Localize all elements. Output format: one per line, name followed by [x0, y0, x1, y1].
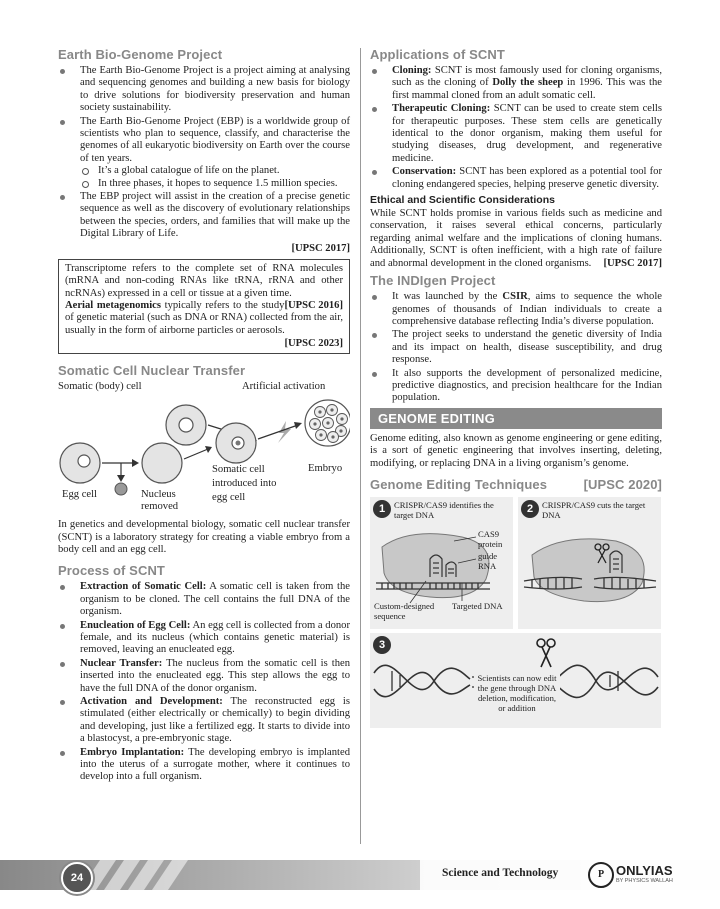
list-item	[370, 65, 662, 102]
list-item: The EBP project will assist in the creation of a precise genetic sequence as well as the discovery of evolutionary relationships between the species, orders, and families that will make up the Digital Library of Life.	[58, 191, 350, 241]
item-text: The reconstructed egg is stimulated (either electrically or chemically) to begin dividing and developing, just like a fertilized egg. It starts to divide into a blastocyst, a pre-embryonic stage.	[80, 696, 350, 745]
panel-3	[370, 633, 661, 728]
list-item: In three phases, it hopes to sequence 1.5 million species.	[80, 178, 350, 190]
arrow-icon	[294, 422, 302, 429]
item-term: Conservation:	[392, 166, 457, 178]
item-text: It was launched by the	[392, 291, 503, 303]
item-text: SCNT is most famously used for cloning organisms, such as the cloning of	[392, 65, 662, 89]
item-term: Enucleation of Egg Cell:	[80, 619, 191, 631]
scissors-icon	[537, 639, 555, 667]
activation-label: Artificial activation	[242, 381, 326, 393]
egg-cell-label: Egg cell	[62, 489, 98, 501]
apps-heading: Applications of SCNT	[370, 47, 505, 62]
ethics-body: While SCNT holds promise in various fields such as medicine and conservation, it raises several ethical concerns, particularly regarding animal welfare and the implications of cloning humans. Additionally, SCNT is often inefficient, with a high rate of failure and abnormal development in the cloned organisms.	[370, 208, 662, 269]
genome-editing-banner: GENOME EDITING	[370, 408, 662, 429]
indigen-list	[370, 291, 662, 405]
ebp-list	[58, 65, 350, 241]
guide-rna-label: guide RNA	[478, 550, 498, 571]
embryo-label: Embryo	[308, 463, 343, 475]
process-list	[58, 581, 350, 784]
scnt-paragraph: In genetics and developmental biology, somatic cell nuclear transfer (SCNT) is a laboratory strategy for creating a viable embryo from a body cell and an egg cell.	[58, 519, 350, 555]
list-item	[58, 116, 350, 190]
item-text: A somatic cell is taken from the organism to be cloned. The cell contains the full DNA of the organism.	[80, 581, 350, 618]
genome-editing-figure	[370, 497, 662, 728]
list-item	[58, 620, 350, 657]
step-number-badge: 1	[373, 500, 391, 518]
targeted-dna-label: Targeted DNA	[452, 600, 503, 611]
custom-sequence-label: Custom-designed sequence	[374, 600, 435, 621]
panel-2	[518, 497, 661, 629]
apps-list	[370, 65, 662, 191]
somatic-nucleus-icon	[179, 418, 193, 432]
list-item	[370, 103, 662, 165]
footer-title: Science and Technology	[442, 867, 559, 879]
list-item: It’s a global catalogue of life on the planet.	[80, 165, 350, 177]
info-box	[58, 259, 350, 354]
item-text: The developing embryo is implanted into the uterus of a surrogate mother, where it continues to develop into a full organism.	[80, 746, 350, 783]
list-item	[58, 747, 350, 784]
upsc-tag: [UPSC 2017]	[291, 242, 350, 254]
enucleated-egg-icon	[142, 443, 182, 483]
item-text: in 1996. This was the first mammal cloned from an adult somatic cell.	[392, 77, 662, 101]
list-item	[370, 166, 662, 191]
item-term: Extraction of Somatic Cell:	[80, 581, 207, 593]
item-term: Embryo Implantation:	[80, 746, 185, 758]
cas9-label: CAS9 protein	[478, 528, 503, 549]
list-item	[58, 658, 350, 695]
techniques-title: Genome Editing Techniques	[370, 476, 548, 492]
metagenomics-body: typically refers to the study of genetic material (such as DNA or RNA) collected from the air, usually in the form of airborne particles or aerosols.	[65, 299, 343, 336]
ebp-sublist	[80, 165, 350, 190]
scnt-diagram	[58, 381, 350, 513]
list-item: The project seeks to understand the genetic diversity of India and its impact on health, disease susceptibility, and drug response.	[370, 329, 662, 366]
ethics-heading: Ethical and Scientific Considerations	[370, 194, 555, 207]
panel-1	[370, 497, 513, 629]
ebp-heading: Earth Bio-Genome Project	[58, 47, 223, 62]
list-item	[58, 581, 350, 618]
egg-nucleus-icon	[78, 455, 90, 467]
logo-icon: P	[588, 862, 614, 888]
metagenomics-term: Aerial metagenomics	[65, 299, 161, 311]
nucleus-removed-label: Nucleus removed	[141, 489, 179, 513]
step-number-badge: 3	[373, 636, 391, 654]
item-term: Activation and Development:	[80, 696, 223, 707]
transcriptome-body: Transcriptome refers to the complete set of RNA molecules (mRNA and non-coding RNAs like tRNA, rRNA and other ncRNAs) expressed in a cell or tissue at a given time.	[65, 262, 343, 299]
step-number-badge: 2	[521, 500, 539, 518]
page-number: 24	[61, 862, 93, 894]
item-term: Dolly the sheep	[492, 77, 564, 89]
list-item	[58, 696, 350, 746]
arrow-icon	[132, 459, 139, 467]
list-item	[370, 291, 662, 328]
item-term: Nuclear Transfer:	[80, 657, 163, 669]
item-text: An egg cell is collected from a donor female, and its nucleus (which contains genetic material) is removed, leaving an enucleated egg.	[80, 619, 350, 656]
item-term: Cloning:	[392, 65, 432, 76]
ebp-b2-text: The Earth Bio-Genome Project (EBP) is a worldwide group of scientists who plan to sequence, classify, and characterise the genomes of all eukaryotic biodiversity on Earth over the course of ten years.	[80, 115, 350, 164]
upsc-tag: [UPSC 2017]	[603, 257, 662, 269]
scnt-diagram-graphic	[58, 381, 350, 513]
item-term: CSIR	[502, 291, 528, 303]
scnt-heading: Somatic Cell Nuclear Transfer	[58, 363, 246, 379]
item-text: The nucleus from the somatic cell is then inserted into the enucleated egg. This step allows the egg to have the full DNA of the donor organism.	[80, 657, 350, 694]
ethics-paragraph	[370, 208, 662, 270]
left-column	[58, 46, 350, 785]
logo-subtitle: BY PHYSICS WALLAH	[616, 878, 673, 884]
item-text: SCNT can be used to create stem cells for therapeutic purposes. These stem cells are genetically identical to the donor organism, making them useful for studying diseases, drug development, and regenerative medicine.	[392, 103, 662, 164]
upsc-tag: [UPSC 2020]	[583, 476, 662, 492]
removed-nucleus-icon	[115, 483, 127, 495]
upsc-tag: [UPSC 2016]	[284, 299, 343, 311]
item-text: SCNT has been explored as a potential tool for cloning endangered species, helping preserve genetic diversity.	[392, 166, 662, 190]
logo-wordmark: ONLYIAS	[616, 863, 673, 878]
panel-2-title: CRISPR/CAS9 cuts the target DNA	[542, 499, 646, 520]
process-heading: Process of SCNT	[58, 563, 165, 579]
list-item: The Earth Bio-Genome Project is a project aiming at analysing and sequencing genomes and building a new basis for biology to drive solutions for biodiversity preservation and human society sustainability.	[58, 65, 350, 115]
indigen-heading: The INDIgen Project	[370, 273, 496, 289]
lightning-icon	[278, 421, 291, 443]
techniques-heading	[370, 476, 662, 493]
introduced-label: Somatic cell introduced into egg cell	[212, 464, 277, 504]
right-column	[370, 46, 662, 728]
panel-1-title: CRISPR/CAS9 identifies the target DNA	[394, 499, 494, 520]
item-term: Therapeutic Cloning:	[392, 103, 491, 115]
upsc-tag: [UPSC 2023]	[284, 338, 343, 350]
somatic-cell-label: Somatic (body) cell	[58, 381, 142, 393]
item-text: , aims to sequence the whole genomes of thousands of Indian individuals to create a comprehensive database reflecting India’s diverse population.	[392, 291, 662, 327]
panel-3-text: Scientists can now edit the gene through DNA deletion, modification, or addition	[474, 673, 560, 713]
arrow-icon	[117, 475, 125, 482]
list-item: It also supports the development of personalized medicine, predictive diagnostics, and precision healthcare for the Indian population.	[370, 368, 662, 405]
genome-editing-paragraph: Genome editing, also known as genome engineering or gene editing, is a sort of genetic engineering that involves inserting, deleting, modifying, or replacing DNA in a living organism’s genome.	[370, 432, 662, 469]
column-divider	[360, 48, 361, 844]
